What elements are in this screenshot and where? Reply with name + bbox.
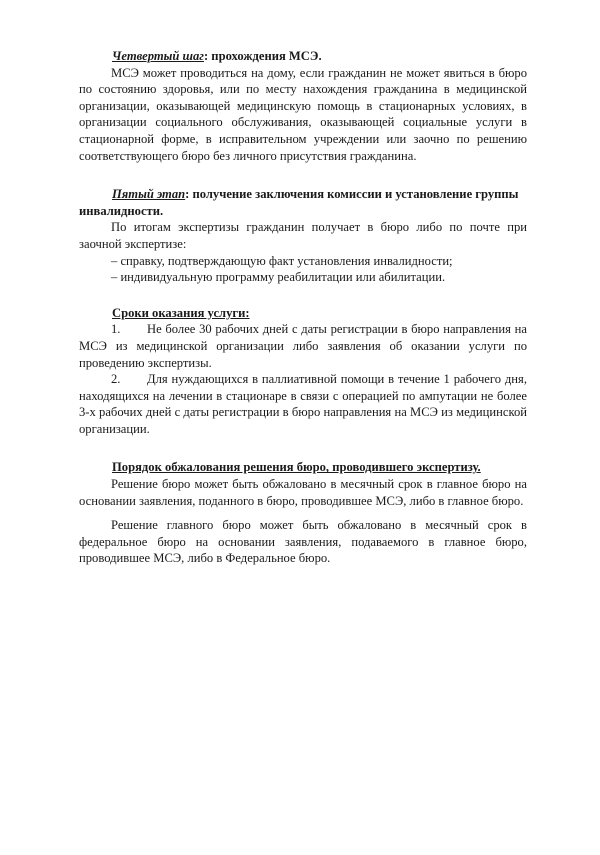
step5-heading: [79, 186, 527, 219]
spacer: [79, 286, 527, 305]
step4-heading: [79, 48, 527, 65]
terms-heading: [79, 305, 527, 322]
terms-heading-text: Сроки оказания услуги:: [112, 305, 250, 320]
step5-paragraph: По итогам экспертизы гражданин получает в бюро либо по почте при заочной экспертизе:: [79, 220, 527, 251]
document-page: [79, 48, 527, 567]
terms-item: [79, 371, 527, 437]
step4-heading-text: : прохождения МСЭ.: [203, 49, 322, 63]
spacer: [79, 437, 527, 459]
terms-item-number: 2.: [111, 372, 121, 387]
step4-heading-label: Четвертый шаг: [112, 49, 204, 63]
appeal-paragraph: Решение главного бюро может быть обжаловано в месячный срок в федеральное бюро на основании заявления, подаваемого в главное бюро, проводившее МСЭ, либо в Федеральное бюро.: [79, 518, 527, 566]
step5-heading-label: Пятый этап: [112, 187, 186, 202]
terms-item-text: Не более 30 рабочих дней с даты регистрации в бюро направления на МСЭ из медицинской организации либо заявления об оказании услуги по проведению экспертизы.: [79, 322, 527, 370]
appeal-paragraph: Решение бюро может быть обжаловано в месячный срок в главное бюро на основании заявления, поданного в бюро, проводившее МСЭ, либо в главное бюро.: [79, 477, 527, 508]
step4-paragraph: МСЭ может проводиться на дому, если гражданин не может явиться в бюро по состоянию здоровья, или по месту нахождения гражданина в медицинской организации, оказывающей медицинскую помощь в стационарных условиях, в организации социального обслуживания, оказывающей социальные услуги в стационарной форме, в исправительном учреждении или заочно по решению соответствующего бюро без личного присутствия гражданина.: [79, 65, 527, 163]
step5-list-item: – справку, подтверждающую факт установления инвалидности;: [111, 253, 453, 268]
terms-item-text: Для нуждающихся в паллиативной помощи в течение 1 рабочего дня, находящихся на лечении в стационаре в связи с операцией по ампутации не более 3-х рабочих дней с даты регистрации в бюро направления на МСЭ из медицинской организации.: [79, 372, 527, 436]
spacer: [79, 509, 527, 517]
step5-heading-text: : получение заключения комиссии и установление группы инвалидности.: [79, 187, 519, 218]
terms-item: [79, 321, 527, 371]
appeal-heading-text: Порядок обжалования решения бюро, проводившего экспертизу.: [112, 460, 481, 475]
appeal-heading: [79, 459, 527, 476]
step5-list-item: – индивидуальную программу реабилитации или абилитации.: [111, 270, 446, 285]
terms-item-number: 1.: [111, 322, 121, 337]
spacer: [79, 164, 527, 186]
